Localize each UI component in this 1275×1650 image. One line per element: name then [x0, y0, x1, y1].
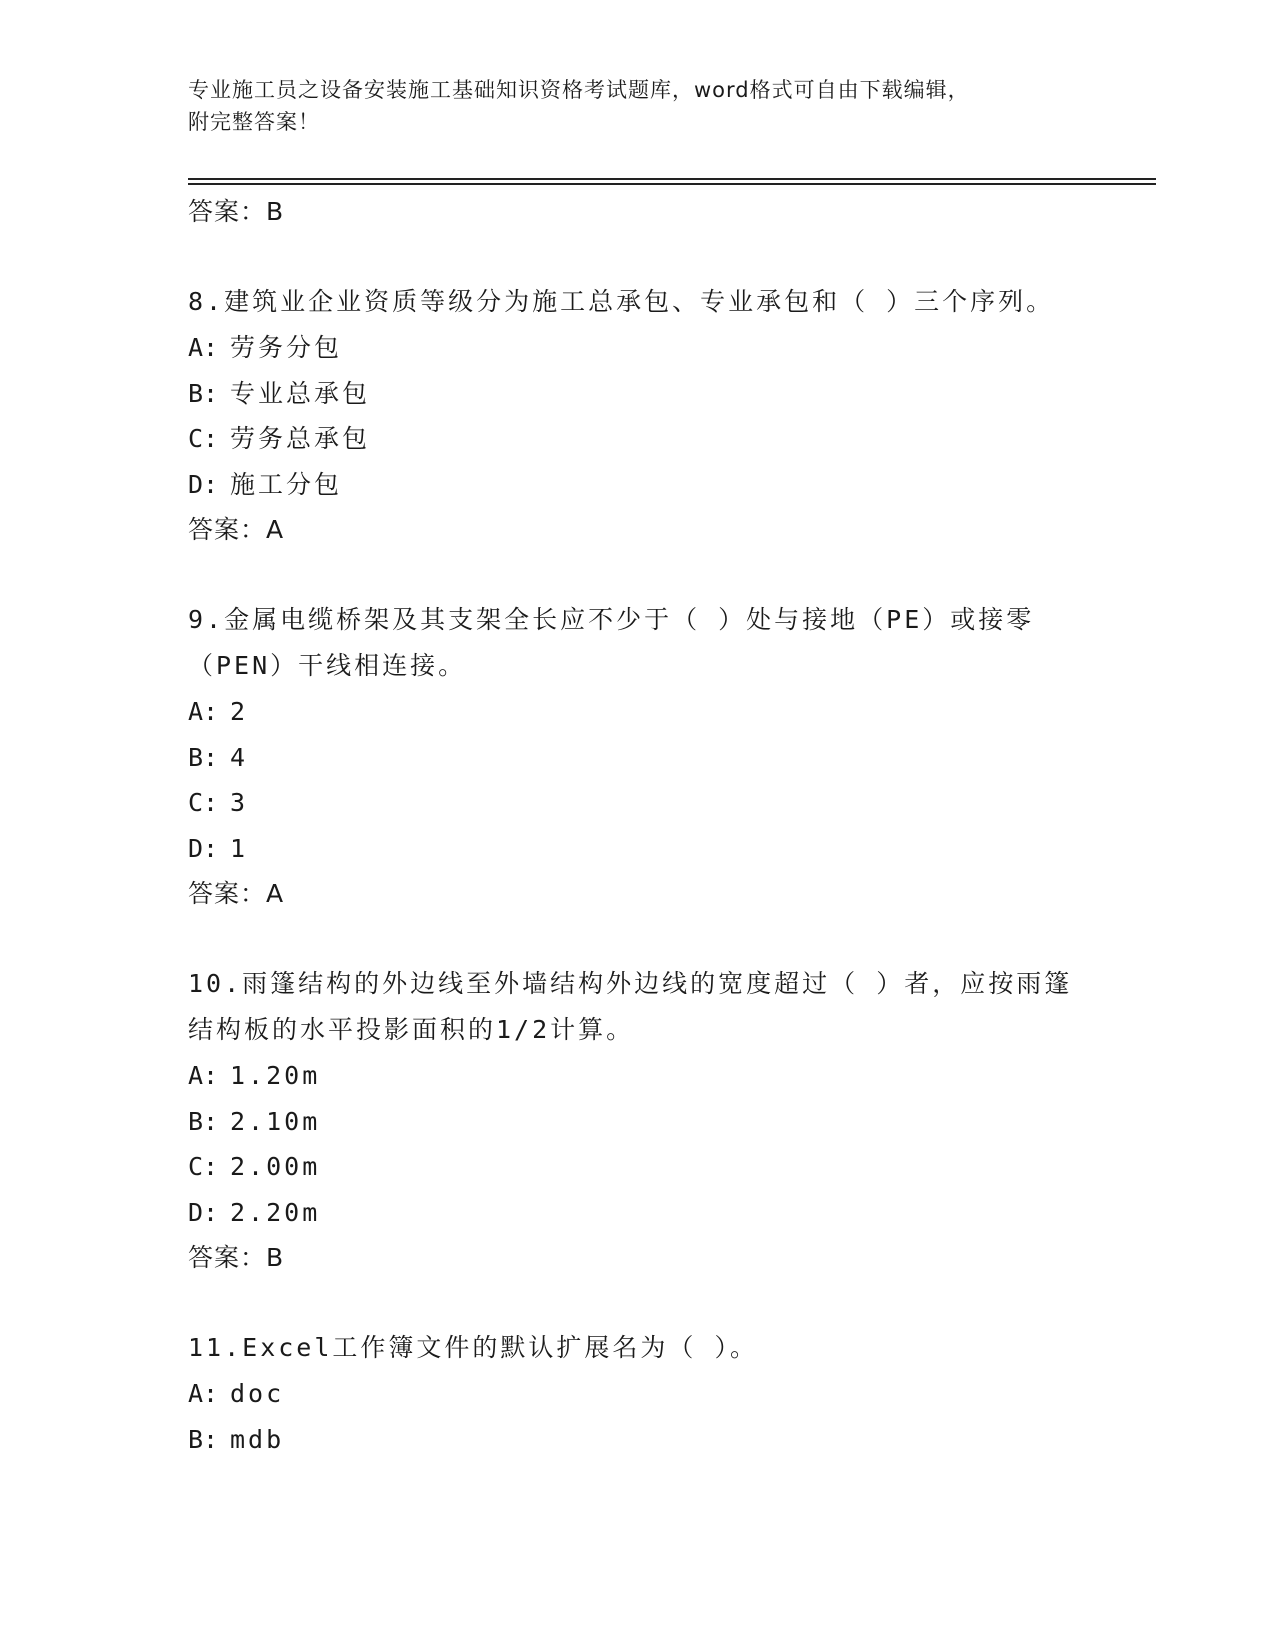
- option-key: C:: [188, 1152, 219, 1181]
- question-block: [188, 961, 1088, 1281]
- option-key: B:: [188, 1424, 219, 1454]
- question-block: [188, 1325, 1088, 1462]
- option-key: C:: [188, 424, 219, 453]
- answer-prefix: 答案：: [188, 1243, 267, 1272]
- option-key: A:: [188, 1061, 219, 1090]
- option-text: 1: [230, 833, 249, 863]
- option-key: B:: [188, 378, 219, 408]
- option-c: [188, 416, 1088, 462]
- option-c: [188, 1144, 1088, 1190]
- answer-prefix: 答案：: [188, 879, 267, 908]
- option-text: 1.20m: [230, 1061, 321, 1090]
- option-a: [188, 1371, 1088, 1417]
- question-block: [188, 597, 1088, 917]
- answer-prefix: 答案：: [188, 515, 267, 544]
- option-text: 4: [230, 742, 249, 772]
- option-key: D:: [188, 833, 219, 863]
- header-divider-bottom: [188, 183, 1156, 185]
- option-d: [188, 1190, 1088, 1236]
- option-text: mdb: [230, 1424, 285, 1454]
- question-text: 9.金属电缆桥架及其支架全长应不少于（ ）处与接地（PE）或接零（PEN）干线相连接。: [188, 605, 1035, 680]
- option-key: B:: [188, 1106, 219, 1136]
- option-text: 3: [230, 788, 249, 817]
- option-key: A:: [188, 1379, 219, 1408]
- option-text: 2.00m: [230, 1152, 321, 1181]
- option-text: 施工分包: [230, 469, 343, 499]
- answer-line: [188, 507, 1088, 553]
- header-divider-top: [188, 178, 1156, 180]
- question-text: 8.建筑业企业资质等级分为施工总承包、专业承包和（ ）三个序列。: [188, 287, 1055, 316]
- question-list: [188, 189, 1088, 1462]
- question-text: 10.雨篷结构的外边线至外墙结构外边线的宽度超过（ ）者，应按雨篷结构板的水平投影面积的1/2计算。: [188, 969, 1073, 1044]
- option-key: D:: [188, 1197, 219, 1227]
- answer-value: B: [266, 197, 285, 226]
- option-text: doc: [230, 1379, 285, 1408]
- option-key: B:: [188, 742, 219, 772]
- option-text: 劳务分包: [230, 333, 343, 362]
- option-text: 2.10m: [230, 1106, 321, 1136]
- option-key: A:: [188, 697, 219, 726]
- question-block: [188, 279, 1088, 553]
- answer-value: A: [266, 879, 285, 908]
- option-b: [188, 1417, 1088, 1463]
- option-key: A:: [188, 333, 219, 362]
- answer-line: [188, 189, 1088, 235]
- question-number: 9.: [188, 605, 225, 634]
- option-a: [188, 1053, 1088, 1099]
- answer-value: B: [266, 1243, 285, 1272]
- option-text: 劳务总承包: [230, 424, 371, 453]
- option-a: [188, 325, 1088, 371]
- option-d: [188, 826, 1088, 872]
- question-number: 11.: [188, 1333, 243, 1362]
- header-line-1: 专业施工员之设备安装施工基础知识资格考试题库，word格式可自由下载编辑，: [188, 78, 970, 102]
- option-key: C:: [188, 788, 219, 817]
- option-b: [188, 1099, 1088, 1145]
- question-text: 11.Excel工作簿文件的默认扩展名为（ ）。: [188, 1333, 758, 1362]
- answer-line: [188, 871, 1088, 917]
- option-key: D:: [188, 469, 219, 499]
- option-b: [188, 735, 1088, 781]
- option-text: 专业总承包: [230, 378, 371, 408]
- option-b: [188, 371, 1088, 417]
- option-c: [188, 780, 1088, 826]
- answer-value: A: [266, 515, 285, 544]
- document-header: [188, 74, 1088, 138]
- option-text: 2: [230, 697, 249, 726]
- option-text: 2.20m: [230, 1197, 321, 1227]
- question-number: 8.: [188, 287, 225, 316]
- question-number: 10.: [188, 969, 243, 998]
- answer-prefix: 答案：: [188, 197, 267, 226]
- header-line-2: 附完整答案！: [188, 110, 320, 134]
- answer-line: [188, 1235, 1088, 1281]
- option-a: [188, 689, 1088, 735]
- option-d: [188, 462, 1088, 508]
